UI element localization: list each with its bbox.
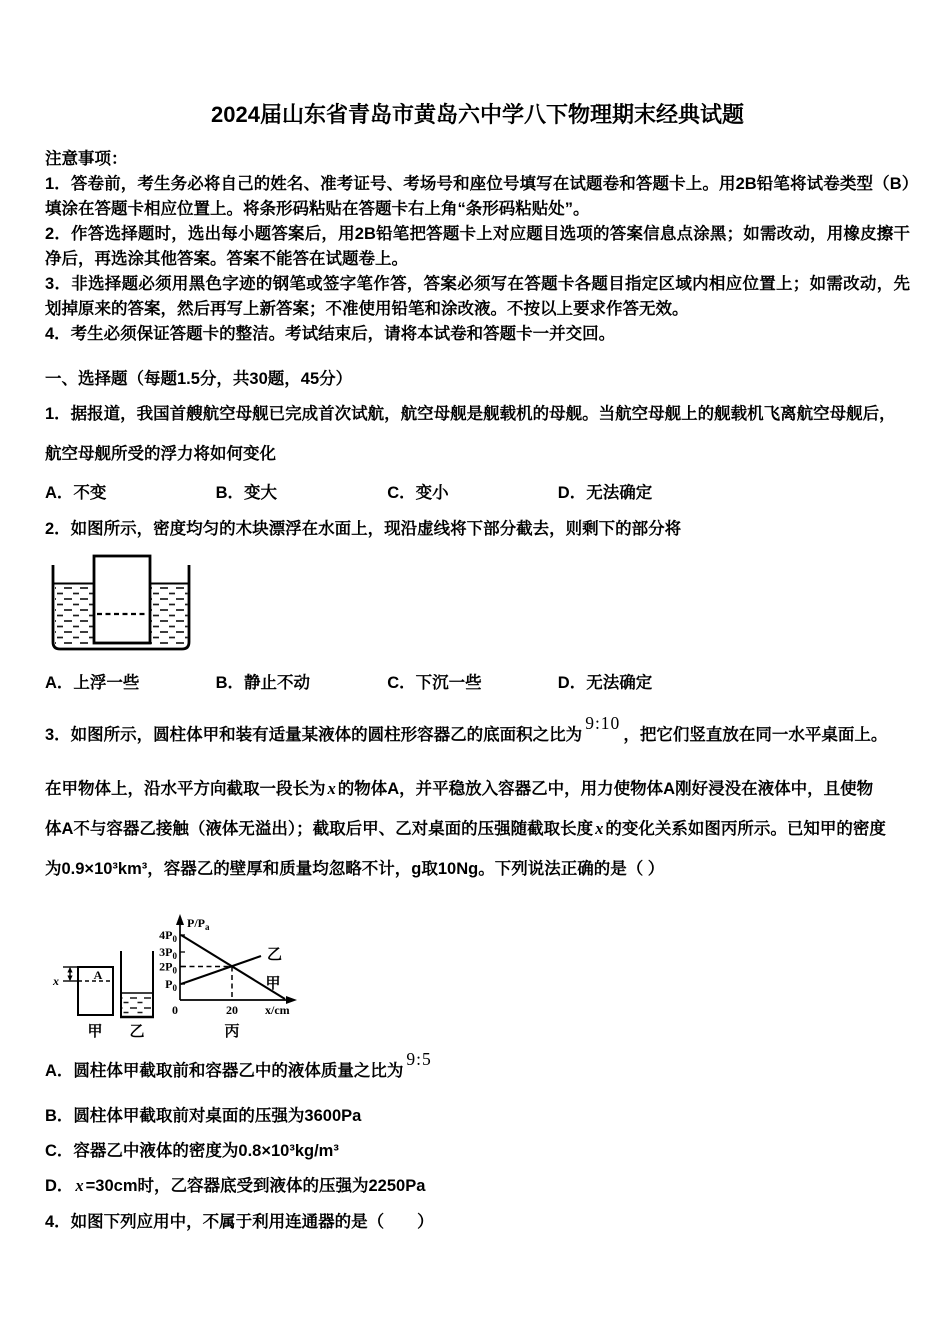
variable-x: x bbox=[75, 1176, 84, 1195]
question-3-stem-line4: 为0.9×10³km³，容器乙的壁厚和质量均忽略不计，g取10Ng。下列说法正确的是（ ） bbox=[45, 860, 665, 878]
y-tick-label-P0: $P_0$ bbox=[165, 977, 177, 993]
wood-block bbox=[94, 556, 150, 643]
option-c: C．变小 bbox=[387, 484, 449, 502]
arrow-up bbox=[67, 967, 72, 973]
question-1-options bbox=[45, 480, 910, 506]
notice-item: 1．答卷前，考生务必将自己的姓名、准考证号、考场号和座位号填写在试题卷和答题卡上。用2B铅笔将试卷类型（B）填涂在答题卡相应位置上。将条形码粘贴在答题卡右上角“条形码粘贴处”。 bbox=[45, 175, 910, 218]
notice-heading: 注意事项： bbox=[45, 150, 128, 168]
x-tick-label-0: 0 bbox=[172, 1003, 178, 1017]
y-axis-arrow bbox=[176, 914, 184, 925]
question-3-stem-line2: 在甲物体上，沿水平方向截取一段长为 x 的物体A，并平稳放入容器乙中，用力使物体A刚好浸没在液体中，且使物 bbox=[45, 779, 874, 798]
question-2-stem: 2．如图所示，密度均匀的木块漂浮在水面上，现沿虚线将下部分截去，则剩下的部分将 bbox=[45, 520, 682, 538]
y-tick-label-2P0: $2P_0$ bbox=[159, 959, 177, 976]
notice-item: 2．作答选择题时，选出每小题答案后，用2B铅笔把答题卡上对应题目选项的答案信息点涂黑；如需改动，用橡皮擦干净后，再选涂其他答案。答案不能答在试题卷上。 bbox=[45, 225, 910, 268]
question-2-options bbox=[45, 670, 910, 696]
line-label-jia: 甲 bbox=[265, 975, 281, 992]
area-ratio: 9:10 bbox=[585, 713, 621, 733]
page-title: 2024届山东省青岛市黄岛六中学八下物理期末经典试题 bbox=[211, 102, 744, 127]
option-d: D．无法确定 bbox=[557, 484, 653, 502]
question-3-stem-line1: 3．如图所示，圆柱体甲和装有适量某液体的圆柱形容器乙的底面积之比为9:10，把它们竖直放在同一水平桌面上。 bbox=[45, 713, 888, 744]
caption-bing: 丙 bbox=[224, 1023, 240, 1040]
question-4-stem: 4．如图下列应用中，不属于利用连通器的是（ ） bbox=[45, 1213, 434, 1231]
question-3-option-c: C．容器乙中液体的密度为0.8×10³kg/m³ bbox=[45, 1142, 339, 1160]
notice-item: 4．考生必须保证答题卡的整洁。考试结束后，请将本试卷和答题卡一并交回。 bbox=[45, 325, 616, 343]
y-tick-label-4P0: $4P_0$ bbox=[159, 928, 177, 944]
question-3-option-a: A．圆柱体甲截取前和容器乙中的液体质量之比为9:5 bbox=[45, 1053, 910, 1088]
question-2 bbox=[45, 516, 910, 696]
caption-yi: 乙 bbox=[129, 1023, 145, 1040]
y-axis-label: $P/P_a$ bbox=[187, 916, 210, 932]
option-a: A．不变 bbox=[45, 484, 107, 502]
option-a: A．上浮一些 bbox=[45, 674, 140, 692]
water-left bbox=[55, 586, 93, 647]
question-3 bbox=[45, 712, 910, 1203]
floating-block-figure bbox=[47, 552, 197, 656]
question-1 bbox=[45, 394, 910, 506]
x-tick-label-20: 20 bbox=[226, 1003, 238, 1017]
slice-label: A bbox=[93, 968, 103, 982]
y-tick-label-3P0: $3P_0$ bbox=[159, 945, 177, 961]
question-3-option-d: D． x =30cm时，乙容器底受到液体的压强为2250Pa bbox=[45, 1176, 426, 1195]
liquid-in-yi bbox=[123, 993, 152, 1016]
section-heading: 一、选择题（每题1.5分，共30题，45分） bbox=[45, 370, 353, 388]
option-b: B．静止不动 bbox=[215, 674, 311, 692]
arrow-down bbox=[67, 976, 72, 982]
caption-jia: 甲 bbox=[87, 1023, 103, 1040]
cut-length-label: x bbox=[53, 974, 59, 988]
variable-x: x bbox=[327, 779, 336, 798]
water-right bbox=[151, 586, 188, 647]
cylinder-container-graph-figure bbox=[45, 905, 365, 1045]
variable-x: x bbox=[595, 819, 604, 838]
notice-section bbox=[45, 147, 910, 347]
question-3-stem-line3: 体A不与容器乙接触（液体无溢出）；截取后甲、乙对桌面的压强随截取长度 x 的变化关系如图丙所示。已知甲的密度 bbox=[45, 819, 886, 838]
line-label-yi: 乙 bbox=[267, 946, 283, 963]
option-b: B．变大 bbox=[215, 484, 278, 502]
mass-ratio: 9:5 bbox=[406, 1049, 432, 1069]
notice-item: 3．非选择题必须用黑色字迹的钢笔或签字笔作答，答案必须写在答题卡各题目指定区域内相应位置上；如需改动，先划掉原来的答案，然后再写上新答案；不准使用铅笔和涂改液。不按以上要求作答无效。 bbox=[45, 275, 910, 318]
question-1-stem-line2: 航空母舰所受的浮力将如何变化 bbox=[45, 445, 276, 463]
option-d: D．无法确定 bbox=[557, 674, 653, 692]
question-1-stem-line1: 1．据报道，我国首艘航空母舰已完成首次试航，航空母舰是舰载机的母舰。当航空母舰上的舰载机飞离航空母舰后， bbox=[45, 405, 896, 423]
x-axis-label: x/cm bbox=[265, 1003, 290, 1017]
question-3-option-b: B．圆柱体甲截取前对桌面的压强为3600Pa bbox=[45, 1107, 362, 1125]
option-c: C．下沉一些 bbox=[387, 674, 482, 692]
